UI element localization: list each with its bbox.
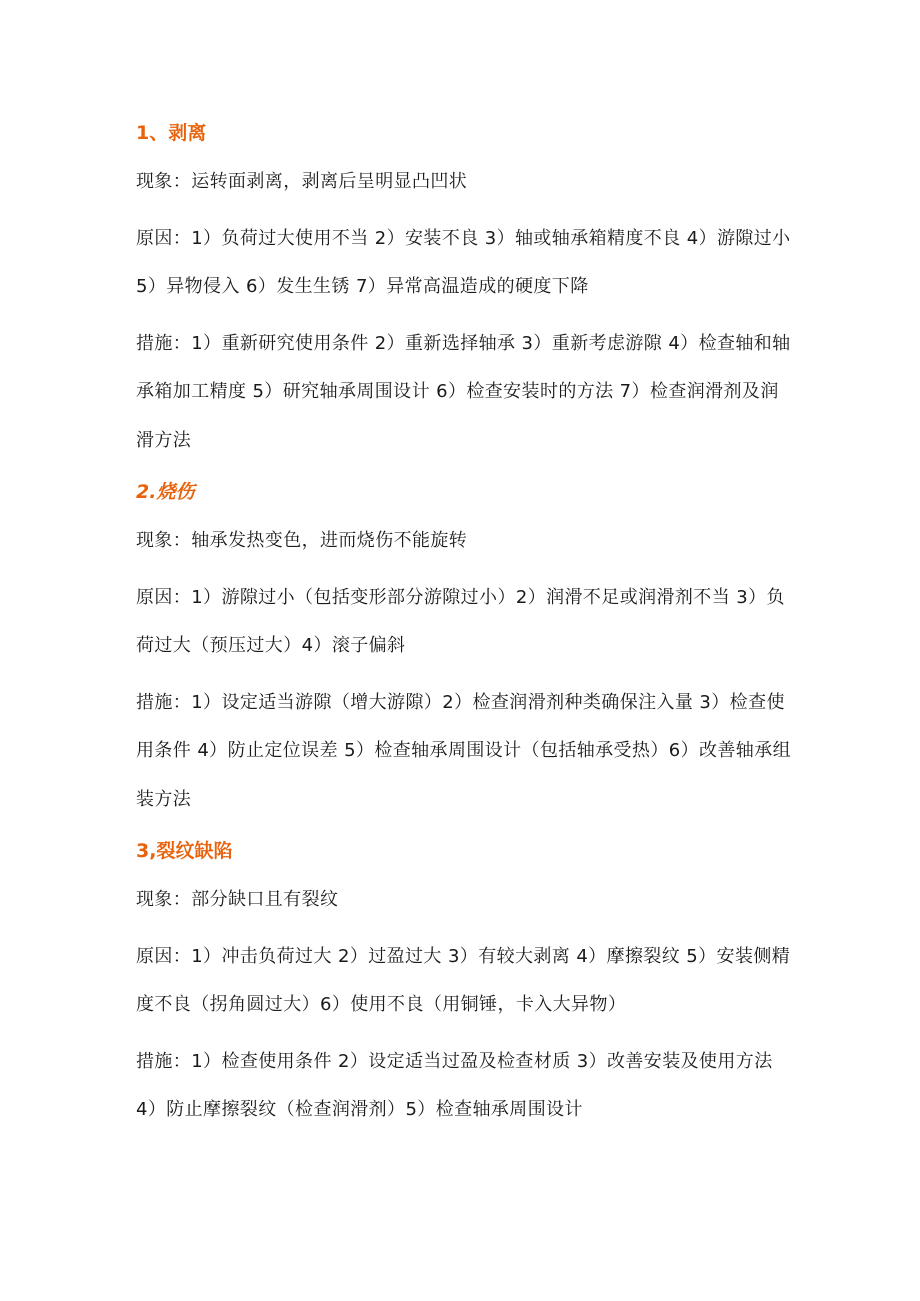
section-crack (136, 832, 796, 1135)
measure-text: 措施：1）重新研究使用条件 2）重新选择轴承 3）重新考虑游隙 4）检查轴和轴承箱加工精度 5）研究轴承周围设计 6）检查安装时的方法 7）检查润滑剂及润滑方法 (136, 332, 791, 451)
section-heading: 2.烧伤 (136, 481, 195, 503)
section-peeling (136, 114, 796, 465)
measure-text: 措施：1）设定适当游隙（增大游隙）2）检查润滑剂种类确保注入量 3）检查使用条件 4）防止定位误差 5）检查轴承周围设计（包括轴承受热）6）改善轴承组装方法 (136, 691, 791, 810)
document-content (136, 114, 796, 1143)
phenomenon-text: 现象：运转面剥离，剥离后呈明显凸凹状 (136, 171, 468, 192)
measure-text: 措施：1）检查使用条件 2）设定适当过盈及检查材质 3）改善安装及使用方法 4）防止摩擦裂纹（检查润滑剂）5）检查轴承周围设计 (136, 1050, 773, 1120)
cause-text: 原因：1）冲击负荷过大 2）过盈过大 3）有较大剥离 4）摩擦裂纹 5）安装侧精度不良（拐角圆过大）6）使用不良（用铜锤，卡入大异物） (136, 945, 791, 1015)
section-burn (136, 473, 796, 824)
section-heading: 1、剥离 (136, 122, 207, 144)
cause-text: 原因：1）负荷过大使用不当 2）安装不良 3）轴或轴承箱精度不良 4）游隙过小 5）异物侵入 6）发生生锈 7）异常高温造成的硬度下降 (136, 227, 791, 297)
phenomenon-text: 现象：轴承发热变色，进而烧伤不能旋转 (136, 530, 468, 551)
phenomenon-text: 现象：部分缺口且有裂纹 (136, 889, 339, 910)
section-heading: 3,裂纹缺陷 (136, 840, 233, 862)
cause-text: 原因：1）游隙过小（包括变形部分游隙过小）2）润滑不足或润滑剂不当 3）负荷过大（预压过大）4）滚子偏斜 (136, 586, 785, 656)
